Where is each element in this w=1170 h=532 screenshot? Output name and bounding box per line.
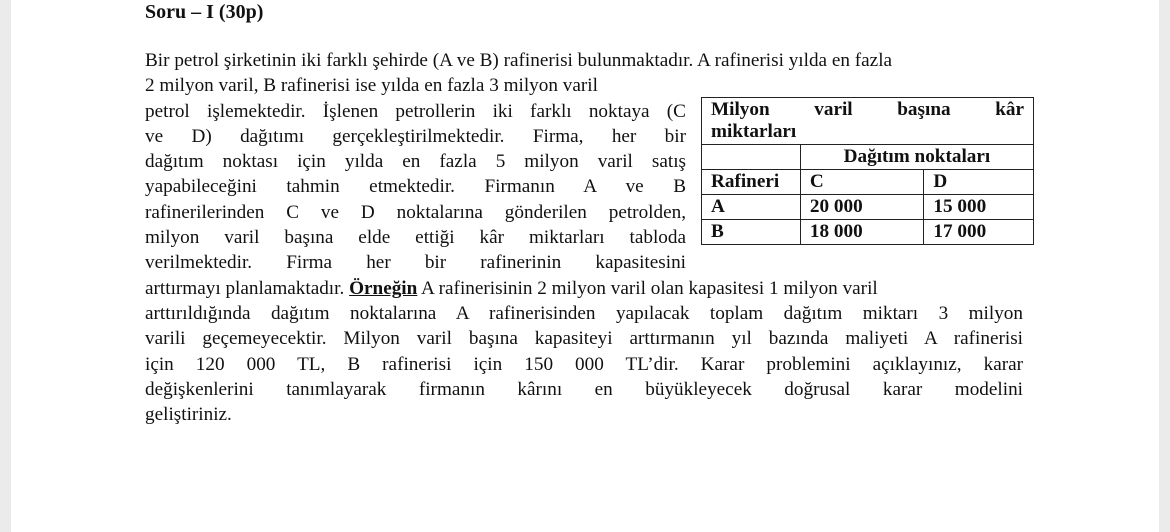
column-header-c: C (800, 170, 923, 195)
paragraph-line: rafinerilerinden C ve D noktalarına gönderilen petrolden, (145, 201, 686, 223)
caption-word: kâr (995, 99, 1024, 120)
refinery-cell: B (702, 220, 801, 245)
paragraph-line: dağıtım noktası için yılda en fazla 5 milyon varil satış (145, 151, 686, 173)
paragraph-line: geliştiriniz. (145, 404, 232, 426)
paragraph-line: milyon varil başına elde ettiği kâr miktarları tabloda (145, 227, 686, 249)
question-heading: Soru – I (30p) (145, 1, 264, 23)
paragraph-line: arttırıldığında dağıtım noktalarına A rafinerisinden yapılacak toplam dağıtım miktarı 3 milyon (145, 302, 1023, 324)
paragraph-text: A rafinerisinin 2 milyon varil olan kapasitesi 1 milyon varil (417, 277, 878, 299)
value-cell: 20 000 (800, 195, 923, 220)
value-cell: 18 000 (800, 220, 923, 245)
profit-table (701, 97, 1034, 245)
caption-word: varil (814, 99, 853, 120)
group-header: Dağıtım noktaları (800, 145, 1033, 170)
paragraph-line: değişkenlerini tanımlayarak firmanın kârını en büyükleyecek doğrusal karar modelini (145, 378, 1023, 400)
paragraph-line (145, 276, 1023, 301)
table-row (702, 195, 1034, 220)
paragraph-line: varili geçemeyecektir. Milyon varil başına kapasiteyi arttırmanın yıl bazında maliyeti A rafinerisi (145, 328, 1023, 350)
paragraph-line: 2 milyon varil, B rafinerisi ise yılda en fazla 3 milyon varil (145, 75, 598, 97)
value-cell: 17 000 (924, 220, 1034, 245)
paragraph-line: verilmektedir. Firma her bir rafinerinin kapasitesini (145, 252, 686, 274)
caption-word: Milyon (711, 99, 770, 120)
emphasis-text: Örneğin (349, 277, 418, 299)
caption-word: başına (897, 99, 951, 120)
column-header-d: D (924, 170, 1034, 195)
table-header-row (702, 170, 1034, 195)
column-header-refinery: Rafineri (702, 170, 801, 195)
paragraph-line: ve D) dağıtımı gerçekleştirilmektedir. Firma, her bir (145, 125, 686, 147)
table-caption-row (702, 98, 1034, 145)
paragraph-text: arttırmayı planlamaktadır. (145, 277, 350, 299)
table-row (702, 220, 1034, 245)
paragraph-line: yapabileceğini tahmin etmektedir. Firmanın A ve B (145, 176, 686, 198)
table-caption (702, 98, 1034, 145)
caption-word: miktarları (711, 121, 797, 142)
paragraph-line: Bir petrol şirketinin iki farklı şehirde (A ve B) rafinerisi bulunmaktadır. A rafinerisi yılda en fazla (145, 50, 893, 71)
value-cell: 15 000 (924, 195, 1034, 220)
table-group-header-row (702, 145, 1034, 170)
refinery-cell: A (702, 195, 801, 220)
paragraph-line: için 120 000 TL, B rafinerisi için 150 000 TL’dir. Karar problemini açıklayınız, karar (145, 353, 1023, 375)
paragraph-line: petrol işlemektedir. İşlenen petrollerin iki farklı noktaya (C (145, 100, 686, 122)
empty-cell (702, 145, 801, 170)
